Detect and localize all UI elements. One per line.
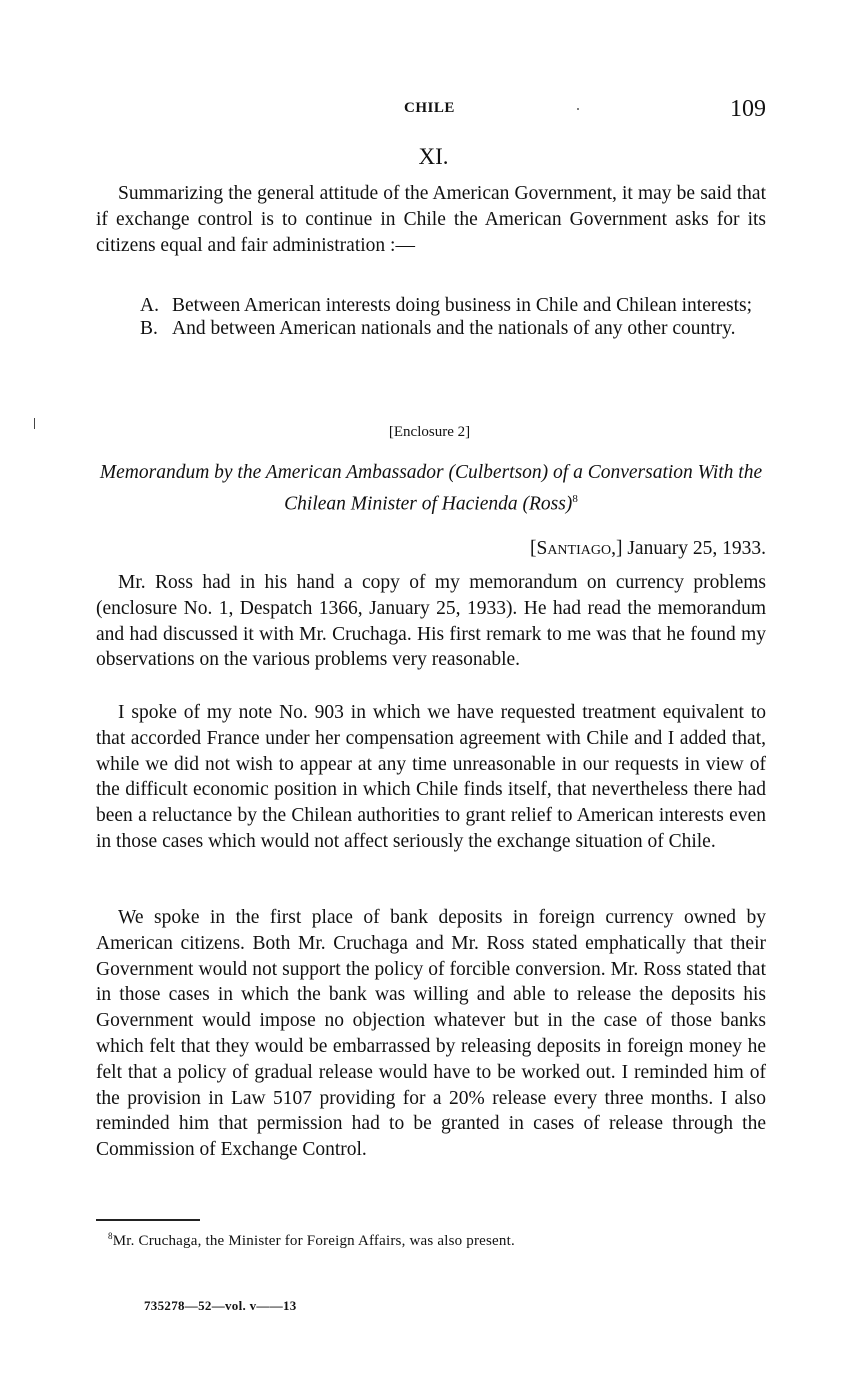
list-item-text: Between American interests doing business in Chile and Chilean interests; — [172, 295, 753, 316]
footnote-marker: 8 — [108, 1231, 113, 1241]
list-item-letter: A. — [140, 295, 159, 316]
dateline-date: January 25, 1933. — [627, 538, 766, 559]
memo-title-text: Memorandum by the American Ambassador (Culbertson) of a Conversation With the Chilean Minister of Hacienda (Ross) — [99, 462, 763, 515]
footnote-rule — [96, 1219, 200, 1221]
footnote — [108, 1231, 515, 1250]
footnote-ref: 8 — [572, 493, 578, 505]
enclosure-label: [Enclosure 2] — [388, 424, 471, 440]
print-code: 735278—52—vol. v——13 — [144, 1298, 297, 1313]
section-number: XI. — [418, 144, 449, 169]
summary-paragraph: Summarizing the general attitude of the American Government, it may be said that if exchange control is to continue in Chile the American Government asks for its citizens equal and fair administration :— — [96, 183, 766, 256]
summary-list — [140, 295, 766, 341]
memo-title — [96, 460, 766, 518]
body-paragraph-3: We spoke in the first place of bank deposits in foreign currency owned by American citizens. Both Mr. Cruchaga and Mr. Ross stated emphatically that their Government would not support the policy of forcible conversion. Mr. Ross stated that in those cases in which the bank was willing and able to release the deposits his Government would impose no objection whatever but in the case of those banks which felt that they would be embarrassed by releasing deposits in foreign money he felt that a policy of gradual release would have to be worked out. I reminded him of the provision in Law 5107 providing for a 20% release every three months. I also reminded him that permission had to be granted in cases of release through the Commission of Exchange Control. — [96, 907, 766, 1161]
dateline — [530, 538, 766, 560]
list-item-text: And between American nationals and the nationals of any other country. — [172, 318, 736, 339]
body-paragraph-1: Mr. Ross had in his hand a copy of my memorandum on currency problems (enclosure No. 1, Despatch 1366, January 25, 1933). He had read the memorandum and had discussed it with Mr. Cruchaga. His first remark to me was that he found my observations on the various problems very reasonable. — [96, 572, 766, 671]
running-head: CHILE — [404, 100, 455, 116]
list-item — [140, 318, 766, 339]
list-item — [140, 295, 766, 316]
list-item-letter: B. — [140, 318, 158, 339]
dateline-place: [Santiago,] — [529, 538, 623, 559]
header-dot — [577, 108, 579, 110]
body-paragraph-2: I spoke of my note No. 903 in which we have requested treatment equivalent to that accorded France under her compensation agreement with Chile and I added that, while we did not wish to appear at any time unreasonable in our requests in view of the difficult economic position in which Chile finds itself, that nevertheless there had been a reluctance by the Chilean authorities to grant relief to American interests even in those cases which would not affect seriously the exchange situation of Chile. — [96, 702, 766, 852]
page-number: 109 — [730, 96, 766, 122]
footnote-text: Mr. Cruchaga, the Minister for Foreign Affairs, was also present. — [112, 1233, 515, 1249]
